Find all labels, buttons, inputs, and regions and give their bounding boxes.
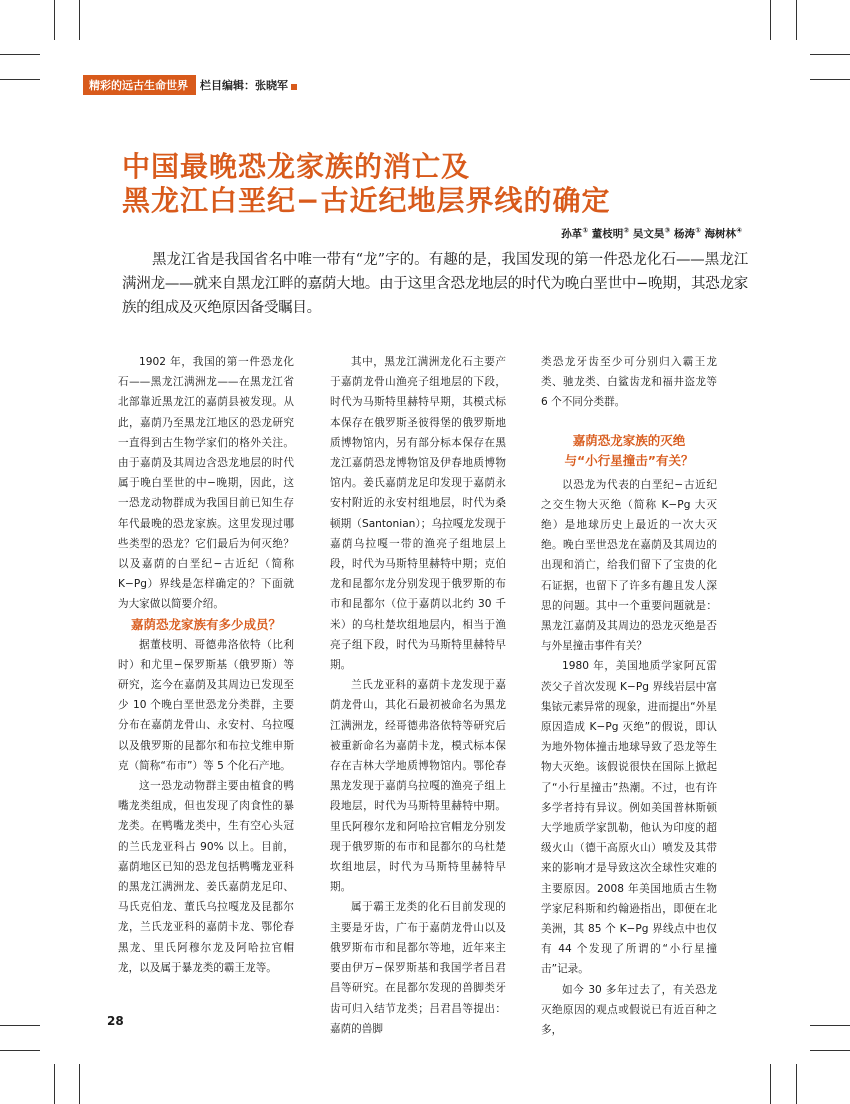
crop-mark [810, 1025, 850, 1026]
crop-mark [54, 1064, 55, 1104]
author-name: 杨涛 [673, 228, 695, 240]
section-title: 精彩的远古生命世界 [89, 79, 188, 92]
crop-mark [79, 0, 80, 40]
crop-mark [79, 1064, 80, 1104]
section-heading: 与“小行星撞击”有关？ [564, 452, 694, 468]
body-paragraph: 属于霸王龙类的化石目前发现的主要是牙齿，广布于嘉荫龙骨山以及俄罗斯布市和昆都尔等地，近年来主要由伊万−保罗斯基和我国学者吕君昌等研究。在昆都尔发现的兽脚类牙齿可归入结节龙类；吕君昌等提出：嘉荫的兽脚 [330, 901, 506, 1035]
author-affiliation-mark: ① [694, 226, 701, 235]
header-square-mark [291, 84, 297, 90]
crop-mark [796, 1064, 797, 1104]
crop-mark [0, 79, 40, 80]
text-column-3 [541, 352, 717, 1040]
author-list [561, 226, 742, 241]
body-paragraph: 以恐龙为代表的白垩纪−古近纪之交生物大灭绝（简称 K−Pg 大灭绝）是地球历史上最近的一次大灭绝。晚白垩世恐龙在嘉荫及其周边的出现和消亡，给我们留下了宝贵的化石证据，也留下了许多有趣且发人深思的问题。其中一个重要问题就是：黑龙江嘉荫及其周边的恐龙灭绝是否与外星撞击事件有关？ [541, 478, 717, 653]
crop-mark [810, 1050, 850, 1051]
section-heading: 嘉荫恐龙家族的灭绝 [572, 432, 686, 448]
text-column-2 [330, 352, 506, 1039]
crop-mark [770, 0, 771, 40]
crop-mark [54, 0, 55, 40]
crop-mark [810, 79, 850, 80]
author-name: 吴文昊 [632, 228, 665, 240]
crop-mark [0, 1050, 40, 1051]
body-paragraph: 如今 30 多年过去了，有关恐龙灭绝原因的观点或假说已有近百种之多， [541, 983, 717, 1037]
crop-mark [770, 1064, 771, 1104]
author-name: 董枝明 [591, 228, 624, 240]
author-name: 孙革 [561, 228, 583, 240]
author-affiliation-mark: ① [582, 226, 589, 235]
section-header [83, 75, 297, 95]
body-paragraph: 据董枝明、哥德弗洛依特（比利时）和尤里−保罗斯基（俄罗斯）等研究，迄今在嘉荫及其周边已发现至少 10 个晚白垩世恐龙分类群，主要分布在嘉荫龙骨山、永安村、乌拉嘎以及俄罗斯的昆都尔和布拉戈维申斯克（简称“布市”）等 5 个化石产地。 [118, 638, 294, 772]
author-affiliation-mark: ② [623, 226, 630, 235]
article-title-line2: 黑龙江白垩纪−古近纪地层界线的确定 [122, 184, 611, 217]
crop-mark [810, 54, 850, 55]
body-paragraph: 其中，黑龙江满洲龙化石主要产于嘉荫龙骨山渔亮子组地层的下段，时代为马斯特里赫特早期，其模式标本保存在俄罗斯圣彼得堡的俄罗斯地质博物馆内，另有部分标本保存在黑龙江嘉荫恐龙博物馆及伊春地质博物馆内。姜氏嘉荫龙足印发现于嘉荫永安村附近的永安村组地层，时代为桑顿期（Santonian）；乌拉嘎龙发现于嘉荫乌拉嘎一带的渔亮子组地层上段，时代为马斯特里赫特中期；克伯龙和昆都尔龙分别发现于俄罗斯的布市和昆都尔（位于嘉荫以北约 30 千米）的乌杜楚坎组地层内，相当于渔亮子组下段，时代为马斯特里赫特早期。 [330, 356, 506, 672]
text-column-1 [118, 352, 294, 978]
body-paragraph: 类恐龙牙齿至少可分别归入霸王龙类、驰龙类、白鲨齿龙和福井盗龙等 6 个不同分类群。 [541, 356, 717, 409]
crop-mark [0, 1025, 40, 1026]
body-paragraph: 这一恐龙动物群主要由植食的鸭嘴龙类组成，但也发现了肉食性的暴龙类。在鸭嘴龙类中，生有空心头冠的兰氏龙亚科占 90% 以上。目前，嘉荫地区已知的恐龙包括鸭嘴龙亚科的黑龙江满洲龙、姜氏嘉荫龙足印、马氏克伯龙、董氏乌拉嘎龙及昆都尔龙，兰氏龙亚科的嘉荫卡龙、鄂伦春黑龙、里氏阿穆尔龙及阿哈拉官帽龙，以及属于暴龙类的霸王龙等。 [118, 780, 294, 974]
column-editor: 栏目编辑：张晓军 [196, 75, 297, 95]
section-heading: 嘉荫恐龙家族有多少成员？ [130, 616, 281, 632]
crop-mark [0, 54, 40, 55]
page-number: 28 [107, 1014, 124, 1028]
body-paragraph: 1902 年，我国的第一件恐龙化石——黑龙江满洲龙——在黑龙江省北部靠近黑龙江的嘉荫县被发现。从此，嘉荫乃至黑龙江地区的恐龙研究一直得到古生物学家们的格外关注。由于嘉荫及其周边含恐龙地层的时代属于晚白垩世的中−晚期，因此，这一恐龙动物群成为我国目前已知生存年代最晚的恐龙家族。这里发现过哪些类型的恐龙？它们最后为何灭绝？以及嘉荫的白垩纪−古近纪（简称 K−Pg）界线是怎样确定的？下面就为大家做以简要介绍。 [118, 356, 294, 611]
author-affiliation-mark: ③ [664, 226, 671, 235]
body-paragraph: 兰氏龙亚科的嘉荫卡龙发现于嘉荫龙骨山，其化石最初被命名为黑龙江满洲龙，经哥德弗洛依特等研究后被重新命名为嘉荫卡龙，模式标本保存在吉林大学地质博物馆内。鄂伦春黑龙发现于嘉荫乌拉嘎的渔亮子组上段地层，时代为马斯特里赫特中期。里氏阿穆尔龙和阿哈拉官帽龙分别发现于俄罗斯的布市和昆都尔的乌杜楚坎组地层，时代为马斯特里赫特早期。 [330, 679, 506, 894]
body-paragraph: 1980 年，美国地质学家阿瓦雷茨父子首次发现 K−Pg 界线岩层中富集铱元素异常的现象，进而提出“外星原因造成 K−Pg 灭绝”的假说，即认为地外物体撞击地球导致了恐龙等生物大灭绝。该假说很快在国际上掀起了“小行星撞击”热潮。不过，也有许多学者持有异议。例如美国普林斯顿大学地质学家凯勒，他认为印度的超级火山（德干高原火山）喷发及其带来的影响才是导致这次全球性灾难的主要原因。2008 年美国地质古生物学家尼科斯和约翰逊指出，即便在北美洲，其 85 个 K−Pg 界线点中也仅有 44 个发现了所谓的“小行星撞击”记录。 [541, 660, 717, 976]
author-affiliation-mark: ④ [736, 226, 742, 235]
intro-paragraph: 黑龙江省是我国省名中唯一带有“龙”字的。有趣的是，我国发现的第一件恐龙化石——黑龙江满洲龙——就来自黑龙江畔的嘉荫大地。由于这里含恐龙地层的时代为晚白垩世中−晚期，其恐龙家族的组成及灭绝原因备受瞩目。 [122, 252, 748, 316]
article-title-line1: 中国最晚恐龙家族的消亡及 [122, 150, 471, 183]
crop-mark [796, 0, 797, 40]
author-name: 海树林 [704, 228, 737, 240]
